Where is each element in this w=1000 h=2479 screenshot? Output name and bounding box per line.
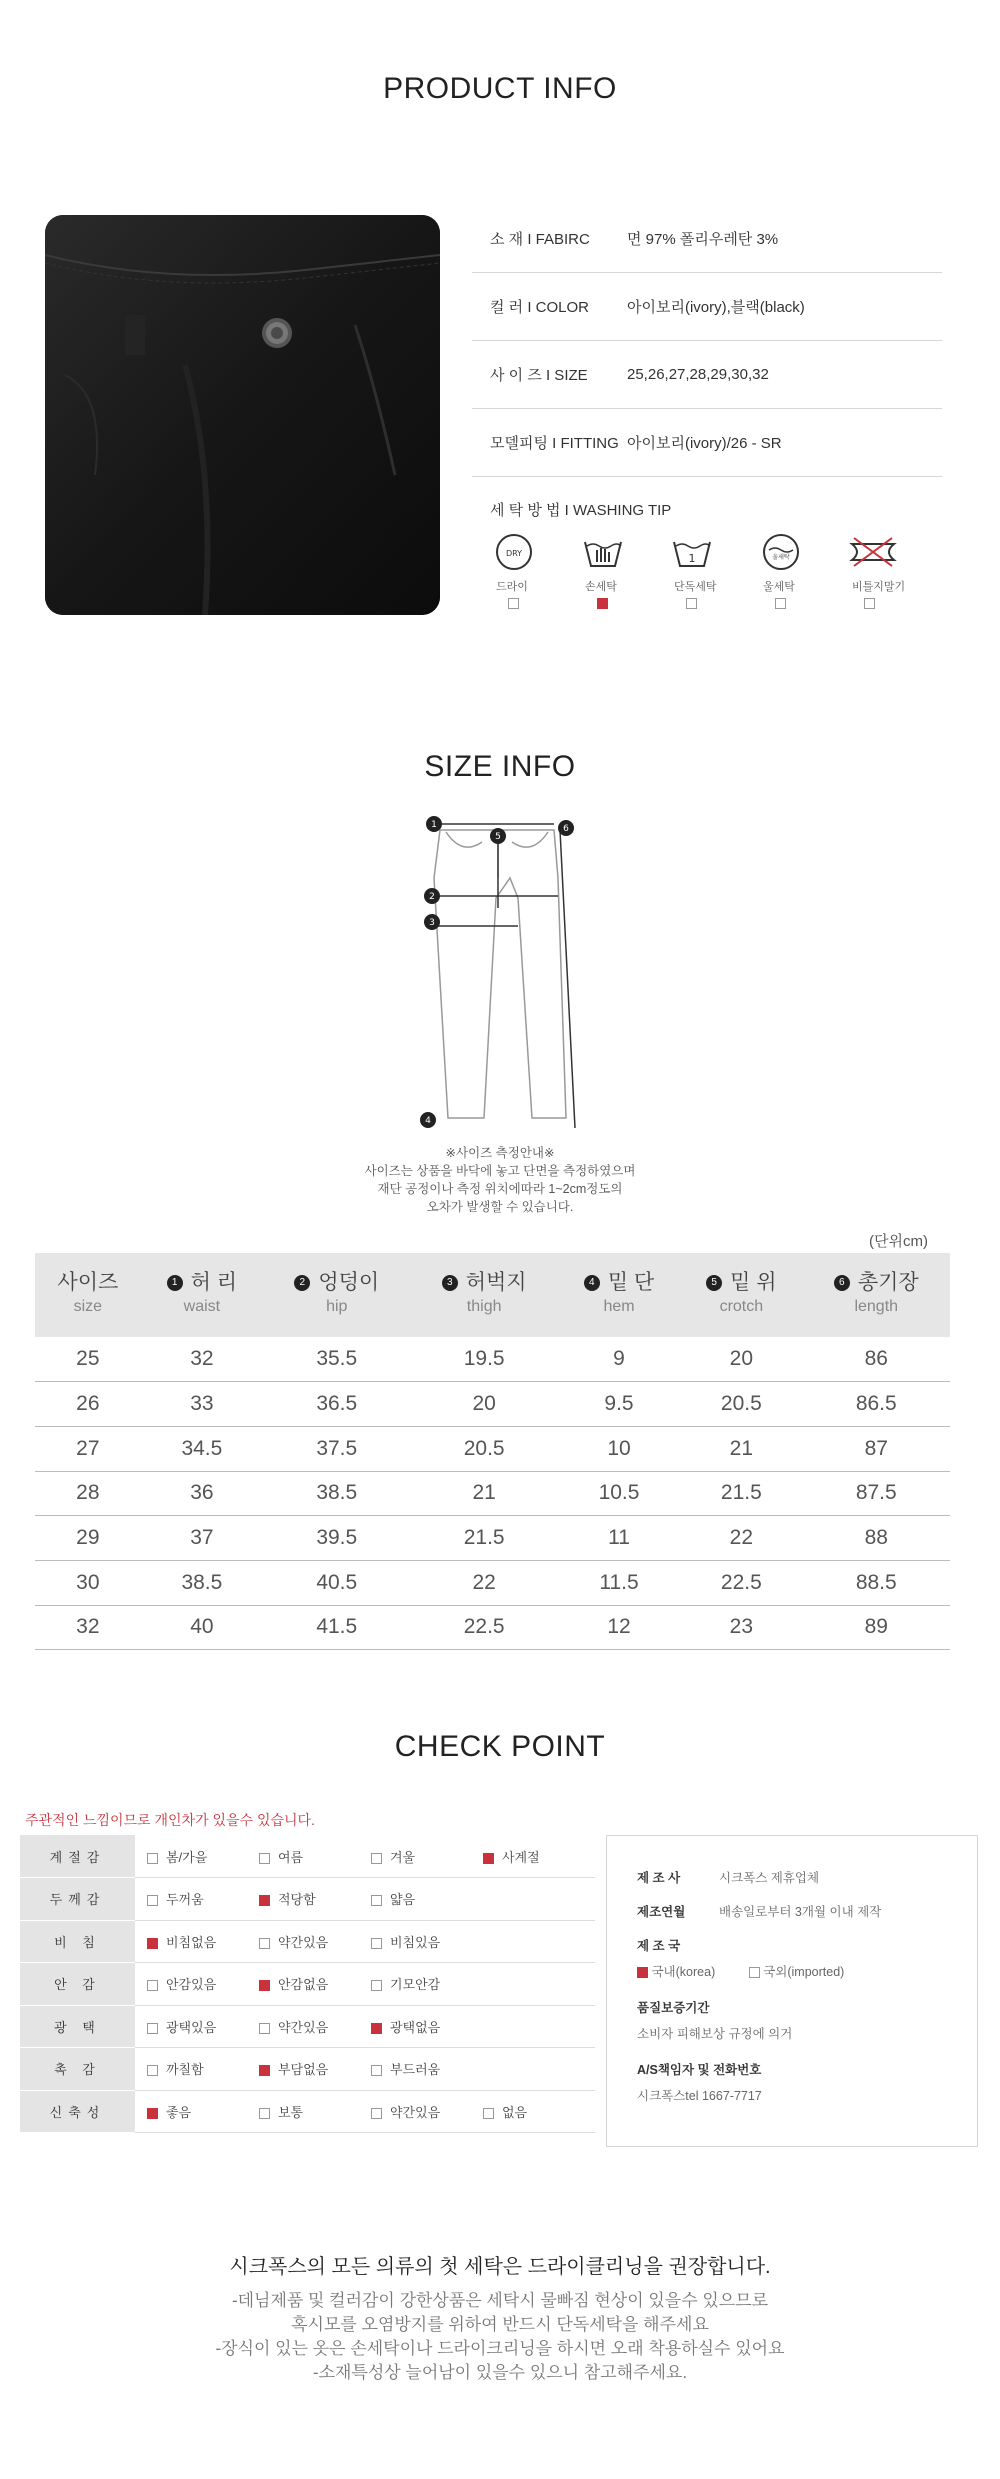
check-option-label: 부담없음 (278, 2062, 329, 2078)
check-option-label: 기모안감 (390, 1977, 441, 1993)
maker-value: 시크폭스 제휴업체 (719, 1871, 820, 1885)
header-en: hem (603, 1298, 635, 1315)
size-cell: 11.5 (558, 1560, 680, 1605)
check-option-checkbox (483, 1853, 494, 1864)
dry-clean-icon (492, 532, 536, 572)
check-option (147, 2059, 259, 2078)
header-num: 4 (584, 1275, 600, 1291)
size-row (35, 1426, 950, 1471)
notice-line: 재단 공정이나 측정 위치에따라 1~2cm정도의 (377, 1182, 623, 1196)
wash-label: 단독세탁 (674, 581, 717, 593)
check-option-checkbox (371, 1895, 382, 1906)
size-row (35, 1560, 950, 1605)
header-ko: 엉덩이 (318, 1271, 380, 1294)
check-option (147, 1974, 259, 1993)
check-option-checkbox (259, 2065, 270, 2076)
size-row (35, 1382, 950, 1427)
check-row-label: 촉 감 (20, 2048, 135, 2091)
check-row (20, 2005, 595, 2048)
spec-row-fitting (472, 409, 942, 477)
spec-row-color (472, 273, 942, 341)
machine-wash-icon (670, 532, 714, 572)
country-checkbox-korea (637, 1967, 648, 1978)
spec-label: 모델피팅 I FITTING (490, 435, 619, 452)
size-cell: 10.5 (558, 1471, 680, 1516)
check-option (259, 1974, 371, 1993)
country-imported: 국외(imported) (763, 1965, 845, 1979)
notice-title: ※사이즈 측정안내※ (445, 1146, 555, 1160)
as-value: 시크폭스tel 1667-7717 (637, 2089, 762, 2103)
check-option-checkbox (371, 2108, 382, 2119)
check-option (259, 2059, 371, 2078)
size-cell: 23 (680, 1605, 802, 1650)
wash-checkbox (508, 598, 519, 609)
washing-label: 세 탁 방 법 I WASHING TIP (490, 502, 672, 519)
spec-value: 아이보리(ivory),블랙(black) (627, 299, 805, 316)
check-option-label: 까칠함 (166, 2062, 204, 2078)
country-options (637, 1962, 977, 1980)
check-option-checkbox (147, 1853, 158, 1864)
check-row (20, 1878, 595, 1921)
marker-3: 3 (429, 918, 435, 928)
size-cell: 21.5 (680, 1471, 802, 1516)
check-option-checkbox (147, 1980, 158, 1991)
size-cell: 41.5 (263, 1605, 410, 1650)
wash-item-machine (664, 532, 753, 609)
size-cell: 37.5 (263, 1426, 410, 1471)
closing-line: -장식이 있는 옷은 손세탁이나 드라이크리닝을 하시면 오래 착용하실수 있어요 (215, 2339, 785, 2358)
size-cell: 28 (35, 1471, 141, 1516)
size-cell: 27 (35, 1426, 141, 1471)
wash-checkbox (775, 598, 786, 609)
check-option (147, 1889, 259, 1908)
wash-checkbox (597, 598, 608, 609)
check-option (371, 2102, 483, 2121)
marker-4: 4 (425, 1116, 431, 1126)
size-cell: 87.5 (803, 1471, 950, 1516)
wash-checkbox (686, 598, 697, 609)
check-option-label: 약간있음 (390, 2104, 441, 2120)
check-option-checkbox (371, 1980, 382, 1991)
check-option-checkbox (259, 1853, 270, 1864)
size-info-title: SIZE INFO (424, 750, 576, 783)
size-cell: 21.5 (410, 1516, 557, 1561)
check-option-checkbox (147, 1938, 158, 1949)
size-cell: 26 (35, 1382, 141, 1427)
check-row-label: 계절감 (20, 1835, 135, 1878)
closing-title: 시크폭스의 모든 의류의 첫 세탁은 드라이클리닝을 권장합니다. (229, 2256, 771, 2278)
check-option-label: 좋음 (166, 2104, 192, 2120)
size-cell: 38.5 (141, 1560, 263, 1605)
check-option-label: 여름 (278, 1849, 304, 1865)
size-cell: 29 (35, 1516, 141, 1561)
check-row-options (135, 2090, 595, 2133)
check-option-label: 두꺼움 (166, 1892, 204, 1908)
check-option-checkbox (259, 2023, 270, 2034)
spec-row-size (472, 341, 942, 409)
check-row (20, 2048, 595, 2091)
check-option-checkbox (371, 2065, 382, 2076)
check-option-checkbox (147, 2023, 158, 2034)
maker-label: 제 조 사 (637, 1871, 681, 1885)
notice-line: 오차가 발생할 수 있습니다. (426, 1200, 574, 1214)
as-label: A/S책임자 및 전화번호 (637, 2063, 762, 2077)
spec-label: 컬 러 I COLOR (490, 299, 589, 316)
size-cell: 11 (558, 1516, 680, 1561)
size-cell: 86 (803, 1337, 950, 1382)
check-option-label: 적당함 (278, 1892, 316, 1908)
check-option (483, 1847, 595, 1866)
svg-text:울세탁: 울세탁 (772, 554, 790, 561)
product-photo (45, 215, 440, 615)
spec-value: 면 97% 폴리우레탄 3% (627, 231, 779, 248)
check-option-label: 보통 (278, 2104, 304, 2120)
warranty-label: 품질보증기간 (637, 2001, 710, 2015)
check-row-label: 광 택 (20, 2005, 135, 2048)
size-cell: 38.5 (263, 1471, 410, 1516)
spec-label: 소 재 I FABIRC (490, 231, 590, 248)
check-option-label: 얇음 (390, 1892, 416, 1908)
svg-text:1: 1 (688, 552, 696, 565)
check-row-options (135, 1835, 595, 1878)
spec-list (472, 205, 942, 609)
check-option (483, 2102, 595, 2121)
header-num: 1 (167, 1275, 183, 1291)
check-option (147, 2102, 259, 2121)
check-row (20, 1920, 595, 1963)
date-value: 배송일로부터 3개월 이내 제작 (719, 1905, 882, 1919)
size-cell: 34.5 (141, 1426, 263, 1471)
country-label: 제 조 국 (637, 1939, 681, 1953)
size-row (35, 1337, 950, 1382)
check-option-label: 안감없음 (278, 1977, 329, 1993)
size-cell: 22.5 (680, 1560, 802, 1605)
check-option-checkbox (147, 2065, 158, 2076)
check-option-checkbox (259, 1938, 270, 1949)
size-table (35, 1253, 950, 1650)
notice-line: 사이즈는 상품을 바닥에 놓고 단면을 측정하였으며 (364, 1164, 636, 1178)
check-option-label: 비침없음 (166, 1934, 217, 1950)
size-cell: 22 (680, 1516, 802, 1561)
diagram-markers (420, 808, 600, 1138)
header-num: 5 (706, 1275, 722, 1291)
svg-text:DRY: DRY (505, 549, 523, 558)
size-cell: 20.5 (410, 1426, 557, 1471)
check-option (147, 2017, 259, 2036)
check-row-options (135, 1963, 595, 2006)
size-cell: 37 (141, 1516, 263, 1561)
check-option (147, 1847, 259, 1866)
header-num: 3 (442, 1275, 458, 1291)
check-row-options (135, 2048, 595, 2091)
size-cell: 32 (35, 1605, 141, 1650)
check-option-checkbox (259, 1980, 270, 1991)
check-option (259, 1932, 371, 1951)
check-option (371, 1932, 483, 1951)
wash-label: 비틀지말기 (852, 581, 906, 593)
product-info-box (606, 1835, 978, 2147)
check-option (147, 1932, 259, 1951)
size-cell: 86.5 (803, 1382, 950, 1427)
check-table (20, 1835, 595, 2133)
warranty-value: 소비자 피해보상 규정에 의거 (637, 2027, 793, 2041)
check-option (259, 2102, 371, 2121)
spec-value: 아이보리(ivory)/26 - SR (627, 435, 782, 452)
header-length (803, 1253, 950, 1337)
spec-value: 25,26,27,28,29,30,32 (627, 366, 769, 383)
unit-label: (단위cm) (869, 1233, 928, 1250)
country-checkbox-imported (749, 1967, 760, 1978)
wash-checkbox (864, 598, 875, 609)
check-row-options (135, 1920, 595, 1963)
marker-5: 5 (495, 832, 501, 842)
size-cell: 21 (410, 1471, 557, 1516)
size-cell: 25 (35, 1337, 141, 1382)
size-cell: 20 (680, 1337, 802, 1382)
size-cell: 21 (680, 1426, 802, 1471)
header-ko: 허 리 (190, 1271, 238, 1294)
check-option-label: 비침있음 (390, 1934, 441, 1950)
check-row-label: 비 침 (20, 1920, 135, 1963)
check-option-checkbox (259, 1895, 270, 1906)
check-option (259, 1889, 371, 1908)
size-cell: 32 (141, 1337, 263, 1382)
header-en: thigh (466, 1298, 502, 1315)
header-en: waist (183, 1298, 221, 1315)
check-option (259, 1847, 371, 1866)
header-crotch (680, 1253, 802, 1337)
check-row (20, 2090, 595, 2133)
wool-wash-icon (759, 532, 803, 572)
check-option (371, 1847, 483, 1866)
header-ko: 허벅지 (465, 1271, 527, 1294)
header-en: hip (326, 1298, 348, 1315)
check-option-label: 광택있음 (166, 2019, 217, 2035)
header-size (35, 1253, 141, 1337)
size-cell: 40 (141, 1605, 263, 1650)
check-option (371, 2017, 483, 2036)
check-option-label: 안감있음 (166, 1977, 217, 1993)
check-row (20, 1835, 595, 1878)
marker-1: 1 (431, 820, 437, 830)
check-option-label: 약간있음 (278, 1934, 329, 1950)
check-option-label: 겨울 (390, 1849, 416, 1865)
header-num: 2 (294, 1275, 310, 1291)
size-cell: 89 (803, 1605, 950, 1650)
header-waist (141, 1253, 263, 1337)
size-row (35, 1605, 950, 1650)
wash-item-dry (486, 532, 575, 609)
check-row-options (135, 2005, 595, 2048)
check-option-checkbox (259, 2108, 270, 2119)
size-cell: 35.5 (263, 1337, 410, 1382)
check-option-label: 부드러움 (390, 2062, 441, 2078)
check-row-label: 두께감 (20, 1878, 135, 1921)
check-point-title: CHECK POINT (394, 1730, 606, 1763)
size-cell: 39.5 (263, 1516, 410, 1561)
check-option-label: 약간있음 (278, 2019, 329, 2035)
header-ko: 밑 단 (607, 1271, 655, 1294)
header-hip (263, 1253, 410, 1337)
size-cell: 20.5 (680, 1382, 802, 1427)
size-cell: 30 (35, 1560, 141, 1605)
size-row (35, 1516, 950, 1561)
check-option-label: 사계절 (502, 1849, 540, 1865)
wash-label: 손세탁 (585, 581, 617, 593)
marker-6: 6 (563, 824, 569, 834)
wash-item-wool (753, 532, 842, 609)
check-option-checkbox (371, 1938, 382, 1949)
size-cell: 36.5 (263, 1382, 410, 1427)
header-ko: 총기장 (857, 1271, 919, 1294)
size-cell: 9.5 (558, 1382, 680, 1427)
check-option-checkbox (371, 2023, 382, 2034)
size-cell: 20 (410, 1382, 557, 1427)
header-ko: 밑 위 (730, 1271, 777, 1294)
spec-row-fabric (472, 205, 942, 273)
size-cell: 40.5 (263, 1560, 410, 1605)
size-cell: 88 (803, 1516, 950, 1561)
check-option-label: 봄/가을 (166, 1849, 208, 1865)
size-cell: 10 (558, 1426, 680, 1471)
header-en: crotch (719, 1298, 764, 1315)
check-option (259, 2017, 371, 2036)
check-option-checkbox (147, 1895, 158, 1906)
header-thigh (410, 1253, 557, 1337)
spec-label: 사 이 즈 I SIZE (490, 367, 588, 384)
measurement-notice (0, 1144, 1000, 1216)
closing-line: -소재특성상 늘어남이 있을수 있으니 참고해주세요. (312, 2363, 688, 2382)
check-note: 주관적인 느낌이므로 개인차가 있을수 있습니다. (25, 1812, 315, 1828)
size-cell: 12 (558, 1605, 680, 1650)
wash-item-hand (575, 532, 664, 609)
size-cell: 33 (141, 1382, 263, 1427)
washing-notice (0, 2250, 1000, 2385)
product-info-title: PRODUCT INFO (383, 72, 617, 105)
check-option (371, 2059, 483, 2078)
closing-line: -데님제품 및 컬러감이 강한상품은 세탁시 물빠짐 현상이 있을수 있으므로 (231, 2291, 769, 2310)
check-row (20, 1963, 595, 2006)
date-label: 제조연월 (637, 1905, 686, 1919)
check-option-checkbox (483, 2108, 494, 2119)
header-en: size (73, 1298, 103, 1315)
check-option (371, 1974, 483, 1993)
check-row-label: 안 감 (20, 1963, 135, 2006)
check-option (371, 1889, 483, 1908)
header-en: length (854, 1298, 899, 1315)
size-cell: 36 (141, 1471, 263, 1516)
size-cell: 22.5 (410, 1605, 557, 1650)
no-wring-icon (848, 532, 898, 572)
wash-label: 드라이 (496, 581, 528, 593)
country-korea: 국내(korea) (651, 1965, 716, 1979)
size-cell: 22 (410, 1560, 557, 1605)
size-row (35, 1471, 950, 1516)
washing-icons (472, 532, 942, 609)
marker-2: 2 (429, 892, 435, 902)
size-cell: 87 (803, 1426, 950, 1471)
closing-line: 혹시모를 오염방지를 위하여 반드시 단독세탁을 해주세요 (291, 2315, 709, 2334)
check-option-label: 없음 (502, 2104, 528, 2120)
check-option-checkbox (371, 1853, 382, 1864)
header-hem (558, 1253, 680, 1337)
check-option-checkbox (147, 2108, 158, 2119)
size-table-header (35, 1253, 950, 1337)
header-ko: 사이즈 (57, 1271, 119, 1294)
check-row-label: 신축성 (20, 2090, 135, 2133)
size-cell: 9 (558, 1337, 680, 1382)
wash-label: 울세탁 (763, 581, 795, 593)
hand-wash-icon (581, 532, 625, 572)
header-num: 6 (834, 1275, 850, 1291)
wash-item-nowring (842, 532, 931, 609)
check-row-options (135, 1878, 595, 1921)
check-option-label: 광택없음 (390, 2019, 441, 2035)
size-cell: 19.5 (410, 1337, 557, 1382)
size-cell: 88.5 (803, 1560, 950, 1605)
